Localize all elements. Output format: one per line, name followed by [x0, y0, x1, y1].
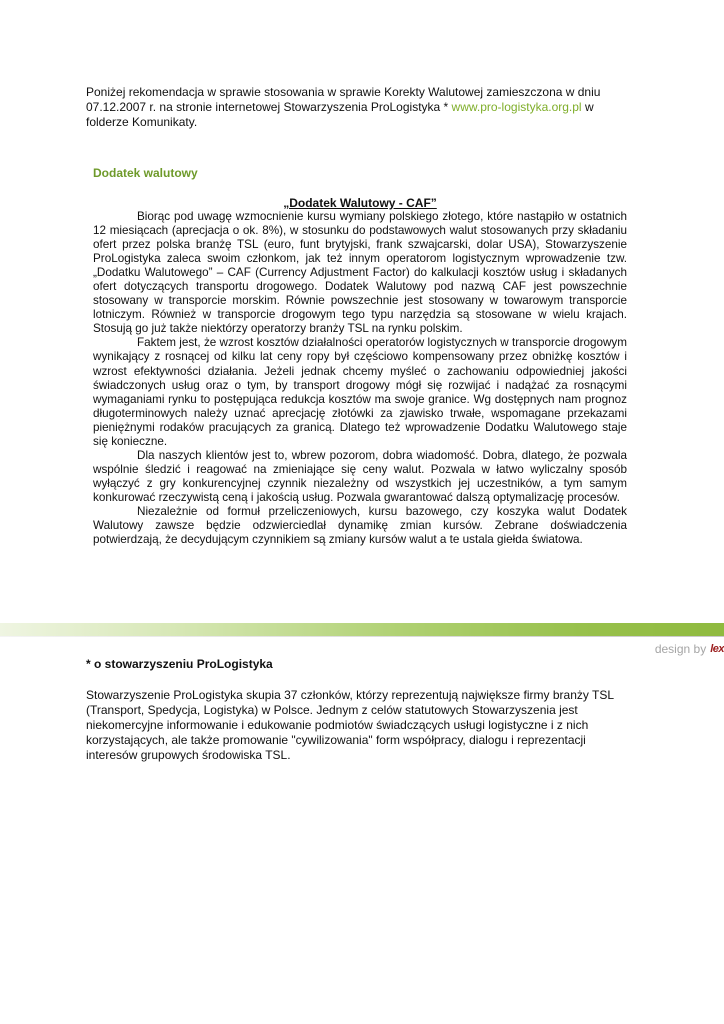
about-body: Stowarzyszenie ProLogistyka skupia 37 członków, którzy reprezentują największe firmy branży TSL (Transport, Spedycja, Logistyka) w Polsce. Jednym z celów statutowych Stowarzyszenia jest niekomercyjne informowanie i edukowanie podmiotów świadczących usługi logistyczne i z nich korzystających, ale także promowanie "cywilizowania" form współpracy, dialogu i reprezentacji interesów grupowych środowiska TSL. — [86, 688, 614, 762]
article-paragraph-3: Dla naszych klientów jest to, wbrew pozorom, dobra wiadomość. Dobra, dlatego, że pozwala wspólnie śledzić i reagować na zmieniające się ceny walut. Pozwala w łatwo wyliczalny sposób wyłączyć z gry konkurencyjnej czynnik niezależny od wszystkich jej uczestników, a tym samym konkurować rzeczywistą ceną i jakością usług. Pozwala gwarantować dalszą optymalizację procesów. — [93, 448, 627, 504]
designer-logo: lex — [710, 643, 724, 655]
article-paragraph-4: Niezależnie od formuł przeliczeniowych, kursu bazowego, czy koszyka walut Dodatek Walutowy zawsze będzie odzwierciedlał dynamikę zmian kursów. Zebrane doświadczenia potwierdzają, że decydującym czynnikiem są zmiany kursów walut a te ustala giełda światowa. — [93, 504, 627, 547]
article-title: „Dodatek Walutowy - CAF” — [283, 196, 437, 210]
design-credit-text: design by — [654, 642, 707, 656]
article-paragraph-2: Faktem jest, że wzrost kosztów działalności operatorów logistycznych w transporcie drogowym wynikający z rosnącej od kilku lat ceny ropy był częściowo kompensowany przez obniżkę kosztów i wzrost efektywności działania. Jeżeli jednak chcemy myśleć o zachowaniu odpowiedniej jakości świadczonych usług oraz o tym, by transport drogowy mógł się rozwijać i nadążać za rosnącymi wymaganiami rynku to postępująca redukcja kosztów ma swoje granice. Wg dostępnych nam prognoz długoterminowych należy uznać aprecjację złotówki za zjawisko trwałe, wspomagane przekazami pieniężnymi rodaków pracujących za granicą. Dlatego też wprowadzenie Dodatku Walutowego staje się konieczne. — [93, 336, 627, 448]
about-heading: * o stowarzyszeniu ProLogistyka — [86, 657, 273, 671]
intro-text — [86, 85, 626, 130]
article — [93, 196, 627, 547]
footer-divider — [0, 636, 724, 637]
footer-gradient-band — [0, 623, 724, 636]
prologistyka-link[interactable]: www.pro-logistyka.org.pl — [451, 100, 582, 114]
intro-text-before: Poniżej rekomendacja w sprawie stosowania w sprawie Korekty Walutowej zamieszczona w dniu 07.12.2007 r. na stronie internetowej Stowarzyszenia ProLogistyka * — [86, 85, 601, 114]
intro-text-after: w folderze Komunikaty. — [86, 100, 594, 129]
article-paragraph-1: Biorąc pod uwagę wzmocnienie kursu wymiany polskiego złotego, które nastąpiło w ostatnich 12 miesiącach (aprecjacja o ok. 8%), w stosunku do podstawowych walut stosowanych przy składaniu ofert przez polska branżę TSL (euro, funt brytyjski, frank szwajcarski, dolar USA), Stowarzyszenie ProLogistyka zaleca swoim członkom, jak też innym operatorom logistycznym wprowadzenie tzw. „Dodatku Walutowego” – CAF (Currency Adjustment Factor) do kalkulacji kosztów usług i składanych ofert dotyczących transportu drogowego. Dodatek Walutowy pod nazwą CAF jest powszechnie stosowany w transporcie morskim. Równie powszechnie jest stosowany w towarowym transporcie lotniczym. Również w transporcie drogowym tego typu narzędzia są stosowane w wielu krajach. Stosują go już także niektórzy operatorzy branży TSL na rynku polskim. — [93, 210, 627, 336]
design-credit — [655, 641, 724, 657]
section-heading: Dodatek walutowy — [93, 166, 198, 180]
